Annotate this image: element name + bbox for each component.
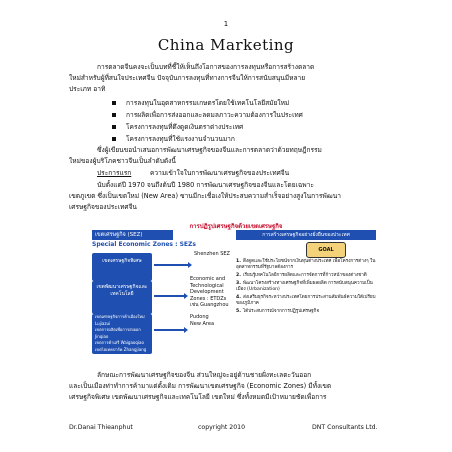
paragraph-line: ซึ่งผู้เขียนขอนำเสนอการพัฒนาเศรษฐกิจของจีนและการตลาดว่าด้วยทฤษฎีกรรม [97,146,322,154]
zone-item: เขตเศรษฐกิจการค้าเมืองใหม่ Lujiazui [95,314,145,326]
paragraph-line: และเป็นเมืองท่าทำการค้ามาแต่ดั้งเดิม การพัฒนาเขตเศรษฐกิจ (Economic Zones) มีทั้งเขต [69,382,332,390]
goal-number: 2. [236,273,241,278]
label-line: Zones : ETDZs [190,295,227,302]
goal-number: 1. [236,259,241,264]
goal-text: ดึงดูดและใช้ประโยชน์จากเงินทุนต่างประเทศ เพื่อโครงการต่างๆ ในอุตสาหกรรมที่รัฐบาลต้องการ [236,259,376,270]
arrow-icon [154,264,188,266]
goal-number: 5. [236,309,241,314]
paragraph-history [69,180,399,213]
paragraph-line: เศรษฐกิจพิเศษ เขตพัฒนาเศรษฐกิจและเทคโนโลยี เขตใหม่ ซึ่งทั้งหมดมีเป้าหมายชัดเพื่อการ [69,393,327,401]
paragraph-line: เขตภูเขต ซึ่งเป็นเขตใหม่ (New Area) ซานมีกะเชื่อเงให้ประสบความสำเร็จอย่างสูงในการพัฒนา [69,192,341,200]
goal-text: ส่งเสริมธุรกิจระหว่างประเทศโดยการประสานสัมพันธ์ความใต้เปรียบของภูมิภาค [236,295,376,306]
label-line: เช่น Guangzhou [190,302,229,308]
goal-item [236,259,381,271]
goal-item [236,273,381,279]
label-line: Pudong [190,314,209,320]
zone-item: เขตการผลิตเพื่อการส่งออก Jinqiao [95,327,141,339]
diagram-title: การปฏิรูปเศรษฐกิจด้วยเขตเศรษฐกิจ [189,223,283,230]
zone-box-etdz: เขตพัฒนาเศรษฐกิจและเทคโนโลยี [92,281,152,314]
zone-item: เขตไฮเทคปาร์ค Zhangjiang [95,346,147,352]
zone-box-pudong [92,314,152,354]
paragraph-line: ประเภท อาทิ [69,85,106,93]
goal-item [236,309,381,315]
list-item: การลงทุนในอุตสาหกรรมเกษตรโดยใช้เทคโนโลยีสมัยใหม่ [112,97,303,109]
paragraph-line: ใหม่สำหรับผู้ที่สนใจประเทศจีน ปัจจุบันการลงทุนที่ทางการจีนให้การสนับสนุนมีหลาย [69,74,306,82]
sez-badge: เขตเศรษฐกิจ (SEZ) [92,230,173,240]
page-number: 1 [223,20,229,28]
goal-text: เรียนรู้เทคโนโลยีการผลิตและการจัดการที่ก้าวหน้าของต่างชาติ [242,273,367,278]
paragraph-line: นับตั้งแต่ปี 1970 จนถึงต้นปี 1980 การพัฒนาเศรษฐกิจของจีนและโดยเฉพาะ [97,181,314,189]
zone-item: เขตการค้าเสรี Waigaoqiao [95,340,144,345]
paragraph-development [69,370,399,403]
label-line: Technological [190,282,224,289]
paragraph-approach [69,145,399,167]
label-line: Development [190,289,224,295]
etdz-label [190,276,229,309]
list-item: โครงการลงทุนที่ใช้แรงงานจำนวนมาก [112,133,303,145]
goal-number: 4. [236,295,241,300]
pudong-label [190,314,214,327]
zone-box-sez: เขตเศรษฐกิจพิเศษ [92,253,152,281]
arrow-icon [154,295,184,297]
goal-item [236,295,381,307]
footer-copyright: copyright 2010 [198,424,246,431]
sez-subtitle: Special Economic Zones : SEZs [92,241,196,248]
list-item: การผลิตเพื่อการส่งออกและลดมลภาวะความต้องการในประเทศ [112,109,303,121]
footer-author: Dr.Danai Thieanphut [69,424,133,431]
label-line: Economic and [190,276,226,282]
paragraph-line: เศรษฐกิจของประเทศจีน [69,203,137,211]
footer-company: DNT Consultants Ltd. [312,424,378,431]
goal-header: การสร้างเศรษฐกิจอย่างยั่งยืนของประเทศ [236,230,376,240]
goal-sign-icon: GOAL [306,242,346,258]
paragraph-line: ลักษณะการพัฒนาเศรษฐกิจของจีน ส่วนใหญ่จะอยู่ด้านชายฝั่งทะเลตะวันออก [97,371,312,379]
paragraph-line: ใหม่ของผู้บริโภคชาวจีนเป็นลำดับดังนี้ [69,157,176,165]
section-heading: ประการแรก [97,169,132,177]
label-line: New Area [190,320,215,327]
section-heading-text: ความเข้าใจในการพัฒนาเศรษฐกิจของประเทศจีน [150,169,290,177]
shenzhen-label: Shenzhen SEZ [194,251,230,257]
goal-text: ได้ประสบการณ์จากการปฏิรูปเศรษฐกิจ [242,309,320,314]
page-title: China Marketing [157,36,295,54]
investment-type-list [112,97,303,145]
arrow-icon [154,329,184,331]
paragraph-intro [69,62,399,95]
paragraph-line: การตลาดจีนคงจะเป็นบทที่ชี้ให้เห็นถึงโอกาสของการลงทุนหรือการสร้างตลาด [97,63,315,71]
list-item: โครงการลงทุนที่ดึงดูดเงินตราต่างประเทศ [112,121,303,133]
goal-text: พัฒนาโครงสร้างทางเศรษฐกิจที่เพิ่มผลผลิต การสนับสนุนความเป็นเมือง (Urbanization) [236,281,373,292]
goal-number: 3. [236,281,241,286]
goal-list [236,259,381,317]
goal-item [236,281,381,293]
economic-zone-diagram [86,221,386,361]
